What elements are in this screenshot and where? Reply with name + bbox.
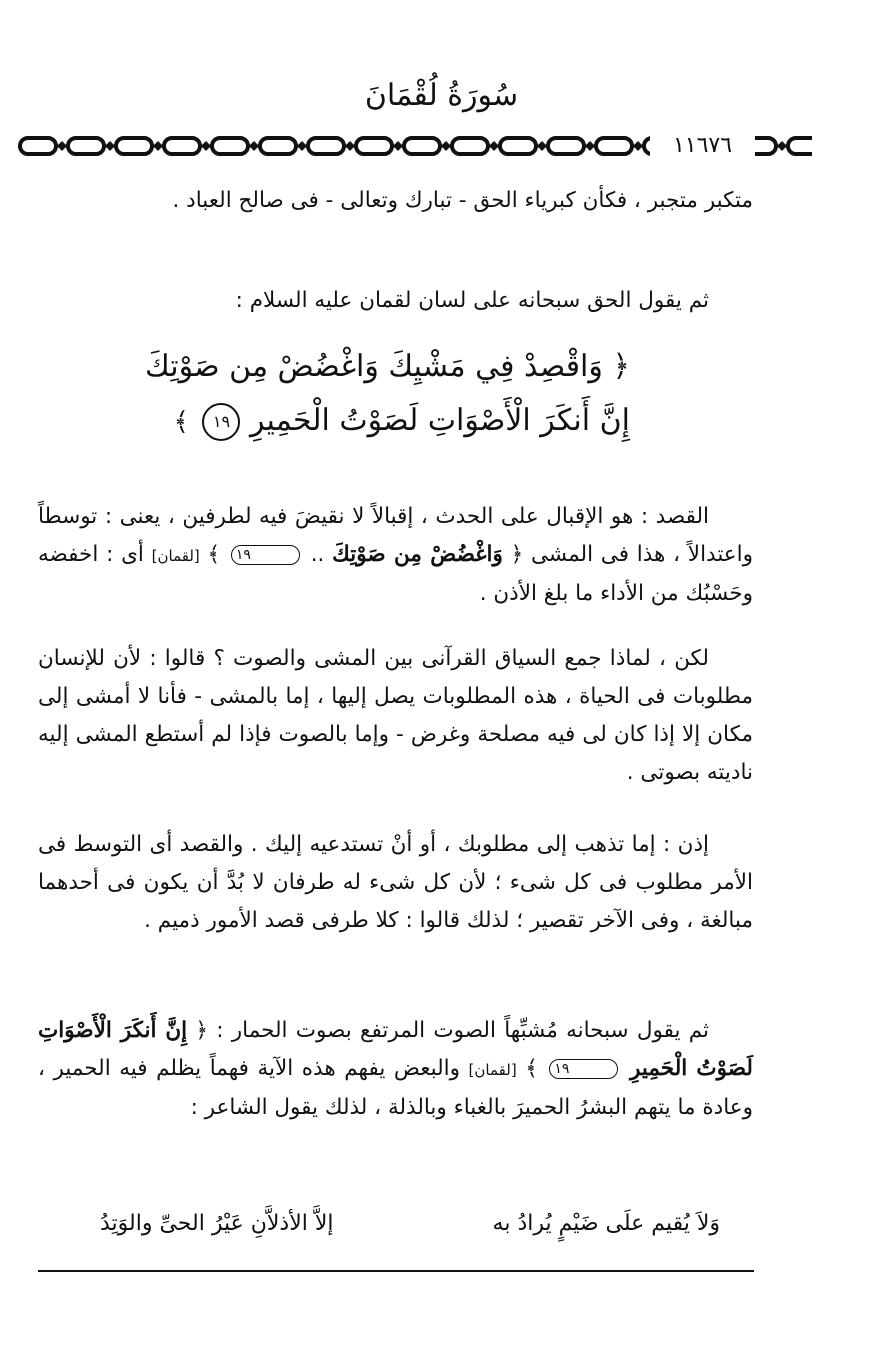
paragraph-3-reference: [لقمان] — [151, 547, 200, 565]
chain-diamond — [393, 141, 403, 151]
paragraph-6-quote: إِنَّ أَنكَرَ الْأَصْوَاتِ لَصَوْتُ الْحَمِيرِ — [38, 1018, 753, 1081]
page-number: ١١٦٧٦ — [650, 133, 755, 159]
chain-link — [260, 138, 296, 154]
chain-diamond — [105, 141, 115, 151]
chain-diamond — [633, 141, 643, 151]
paragraph-2-block — [38, 282, 753, 320]
chain-diamond — [345, 141, 355, 151]
chain-link — [212, 138, 248, 154]
paragraph-6-block — [38, 1012, 753, 1127]
chain-link — [116, 138, 152, 154]
paragraph-6-part1: ثم يقول سبحانه مُشبِّهاً الصوت المرتفع بصوت الحمار : ﴿ — [187, 1018, 709, 1043]
chain-link — [500, 138, 536, 154]
verse-number-icon: ١٩ — [202, 403, 240, 441]
chain-link — [164, 138, 200, 154]
quran-verse-block — [144, 340, 630, 449]
chain-link — [596, 138, 632, 154]
chain-diamond — [153, 141, 163, 151]
chain-link — [308, 138, 344, 154]
chain-diamond — [585, 141, 595, 151]
chain-diamond — [777, 141, 787, 151]
paragraph-1-block — [38, 182, 753, 220]
paragraph-3-part1: القصد : هو الإقبال على الحدث ، إقبالاً لا نقيضَ فيه لطرفين ، يعنى : توسطاً واعتدالاً ، هذا فى المشى ﴿ — [38, 504, 753, 567]
chain-link — [356, 138, 392, 154]
chain-diamond — [489, 141, 499, 151]
paragraph-3-block — [38, 498, 753, 613]
paragraph-3 — [38, 498, 753, 613]
chain-diamond — [297, 141, 307, 151]
verse-line-1: ﴿ وَاقْصِدْ فِي مَشْيِكَ وَاغْضُضْ مِن صَوْتِكَ — [144, 349, 630, 384]
chain-diamond — [57, 141, 67, 151]
footer-rule — [38, 1270, 754, 1272]
paragraph-6-verse-number: ١٩ — [549, 1059, 618, 1079]
chain-diamond — [249, 141, 259, 151]
paragraph-3-part3: أى : اخفضه وحَسْبُك من الأداء ما بلغ الأذن . — [38, 542, 753, 606]
verse-line-2 — [170, 394, 630, 449]
chain-link — [404, 138, 440, 154]
paragraph-6-reference: [لقمان] — [468, 1061, 517, 1079]
chain-link — [452, 138, 488, 154]
paragraph-6-part2: والبعض يفهم هذه الآية فهماً يظلم فيه الحمير ، وعادة ما يتهم البشرُ الحميرَ بالغباء وبالذلة ، لذلك يقول الشاعر : — [38, 1056, 753, 1120]
verse-line-2-text: إِنَّ أَنكَرَ الْأَصْوَاتِ لَصَوْتُ الْحَمِيرِ — [250, 403, 630, 438]
chain-diamond — [441, 141, 451, 151]
chain-diamond — [537, 141, 547, 151]
verse-close-bracket: ﴾ — [173, 407, 189, 437]
chain-link — [788, 138, 812, 154]
chain-link — [20, 138, 56, 154]
paragraph-1: متكبر متجبر ، فكأن كبرياء الحق - تبارك وتعالى - فى صالح العباد . — [172, 188, 753, 213]
paragraph-3-quote: وَاغْضُضْ مِن صَوْتِكَ — [332, 542, 503, 567]
chain-link — [548, 138, 584, 154]
paragraph-3-part2: .. — [302, 542, 333, 567]
paragraph-3-verse-number: ١٩ — [231, 545, 300, 565]
paragraph-6 — [38, 1012, 753, 1127]
chain-diamond — [201, 141, 211, 151]
chain-link — [68, 138, 104, 154]
paragraph-3-close: ﴾ — [199, 542, 228, 567]
poem-hemistich-2: إلاَّ الأذلاَّنِ عَيْرُ الحىِّ والوَتِدُ — [100, 1211, 334, 1236]
paragraph-6-close: ﴾ — [516, 1056, 547, 1081]
paragraph-5-block — [38, 826, 753, 940]
paragraph-4: لكن ، لماذا جمع السياق القرآنى بين المشى والصوت ؟ قالوا : لأن للإنسان مطلوبات فى الحياة ، هذه المطلوبات يصل إليها ، إما بالمشى - فأنا لا أمشى إلى مكان إلا إذا كان لى فيه مصلحة وغرض - وإما بالصوت فإذا لم أستطع المشى إليه ناديته بصوتى . — [38, 646, 753, 785]
poem-hemistich-1: وَلاَ يُقيم علَى ضَيْمٍ يُرادُ به — [492, 1211, 720, 1236]
surah-title: سُورَةُ لُقْمَانَ — [364, 78, 519, 113]
paragraph-4-block — [38, 640, 753, 792]
paragraph-5: إذن : إما تذهب إلى مطلوبك ، أو أنْ تستدعيه إليك . والقصد أى التوسط فى الأمر مطلوب فى كل شىء ؛ لأن كل شىء له طرفان لا بُدَّ أن يكون فى أحدهما مبالغة ، وفى الآخر تقصير ؛ لذلك قالوا : كلا طرفى قصد الأمور ذميم . — [38, 832, 753, 933]
paragraph-2: ثم يقول الحق سبحانه على لسان لقمان عليه السلام : — [235, 288, 709, 313]
